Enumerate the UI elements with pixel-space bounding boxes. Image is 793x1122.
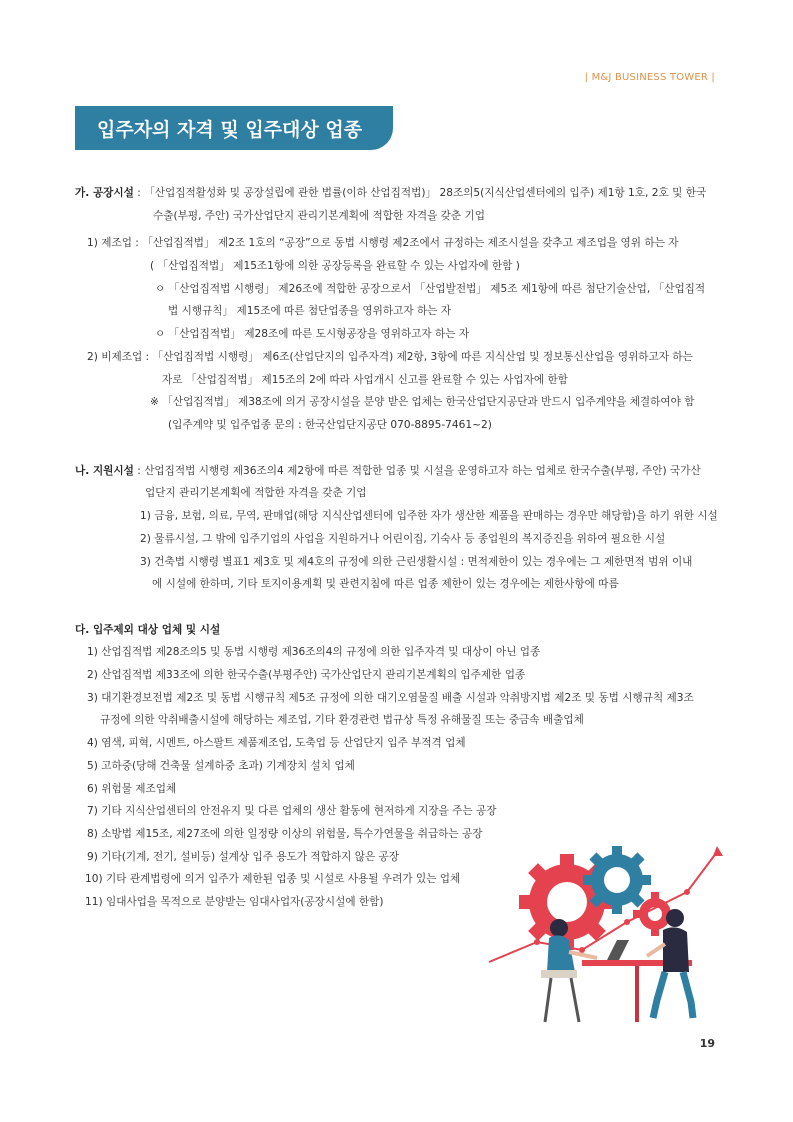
blue-gear-icon <box>583 846 651 914</box>
section-a-line: 법 시행규칙」 제15조에 따른 첨단업종을 영위하고자 하는 자 <box>168 305 452 317</box>
section-a-label: 가. 공장시설 <box>75 187 134 199</box>
section-c-line: 11) 임대사업을 목적으로 분양받는 임대사업자(공장시설에 한함) <box>85 896 384 908</box>
section-a-line: (입주계약 및 입주업종 문의 : 한국산업단지공단 070-8895-7461~2) <box>168 419 492 431</box>
section-b-line: 업단지 관리기본계획에 적합한 자격을 갖춘 기업 <box>145 487 367 499</box>
section-b-line: 2) 물류시설, 그 밖에 입주기업의 사업을 지원하거나 어린이집, 기숙사 등 종업원의 복지증진을 위하여 필요한 시설 <box>140 533 666 545</box>
section-c-line: 2) 산업집적법 제33조에 의한 한국수출(부평주안) 국가산업단지 관리기본계획의 입주제한 업종 <box>87 669 526 681</box>
section-a-line: 자로 「산업집적법」 제15조의 2에 따라 사업개시 신고를 완료할 수 있는 사업자에 한함 <box>162 374 568 386</box>
section-b-label: 나. 지원시설 <box>75 465 134 477</box>
section-c-line: 1) 산업집적법 제28조의5 및 동법 시행령 제36조의4의 규정에 의한 입주자격 및 대상이 아닌 업종 <box>87 646 541 658</box>
section-a-line: ㅇ 「산업집적법」 제28조에 따른 도시형공장을 영위하고자 하는 자 <box>155 328 470 340</box>
business-illustration <box>487 832 727 1032</box>
section-a-line: ※ 「산업집적법」 제38조에 의거 공장시설을 분양 받은 업체는 한국산업단지공단과 반드시 입주계약을 체결하여야 함 <box>150 396 695 408</box>
section-a-line: 1) 제조업 : 「산업집적법」 제2조 1호의 “공장”으로 동법 시행령 제2조에서 규정하는 제조시설을 갖추고 제조업을 영위 하는 자 <box>87 237 679 249</box>
title-banner <box>75 106 393 150</box>
header-tag: | M&J BUSINESS TOWER | <box>584 72 715 83</box>
page-title: 입주자의 자격 및 입주대상 업종 <box>97 119 363 141</box>
section-c-line: 8) 소방법 제15조, 제27조에 의한 일정량 이상의 위험물, 특수가연물을 취급하는 공장 <box>87 828 483 840</box>
section-c-label: 다. 입주제외 대상 업체 및 시설 <box>75 624 221 636</box>
section-b-line: 에 시설에 한하며, 기타 토지이용계획 및 관련지침에 따른 업종 제한이 있는 경우에는 제한사항에 따름 <box>152 578 619 590</box>
section-c-line: 9) 기타(기계, 전기, 설비등) 설계상 입주 용도가 적합하지 않은 공장 <box>87 851 400 863</box>
section-c-line: 규정에 의한 악취배출시설에 해당하는 제조업, 기타 환경관련 법규상 특정 유해물질 또는 중금속 배출업체 <box>100 714 584 726</box>
section-c-line: 5) 고하중(당해 건축물 설계하중 초과) 기계장치 설치 업체 <box>87 760 355 772</box>
section-a-line: : 「산업집적활성화 및 공장설립에 관한 법률(이하 산업집적법)」 28조의5(지식산업센터에의 입주) 제1항 1호, 2호 및 한국 <box>137 187 707 199</box>
section-c-line: 6) 위험물 제조업체 <box>87 783 177 795</box>
section-c-line: 10) 기타 관계법령에 의거 입주가 제한된 업종 및 시설로 사용될 우려가 있는 업체 <box>85 873 461 885</box>
section-a-line: 2) 비제조업 : 「산업집적법 시행령」 제6조(산업단지의 입주자격) 제2항, 3항에 따른 지식산업 및 정보통신산업을 영위하고자 하는 <box>87 351 693 363</box>
section-c-line: 3) 대기환경보전법 제2조 및 동법 시행규칙 제5조 규정에 의한 대기오염물질 배출 시설과 악취방지법 제2조 및 동법 시행규칙 제3조 <box>87 692 694 704</box>
page-number: 19 <box>699 1037 715 1050</box>
section-a-line: ㅇ 「산업집적법 시행령」 제26조에 적합한 공장으로서 「산업발전법」 제5조 제1항에 따른 첨단기술산업, 「산업집적 <box>155 283 706 295</box>
section-b-line: 3) 건축법 시행령 별표1 제3호 및 제4호의 규정에 의한 근린생활시설 : 면적제한이 있는 경우에는 그 제한면적 범위 이내 <box>140 556 693 568</box>
section-c-line: 4) 염색, 피혁, 시멘트, 아스팔트 제품제조업, 도축업 등 산업단지 입주 부적격 업체 <box>87 737 466 749</box>
section-c-line: 7) 기타 지식산업센터의 안전유지 및 다른 업체의 생산 활동에 현저하게 지장을 주는 공장 <box>87 805 497 817</box>
section-a-line: 수출(부평, 주안) 국가산업단지 관리기본계획에 적합한 자격을 갖춘 기업 <box>153 210 485 222</box>
section-a-line: ( 「산업집적법」 제15조1항에 의한 공장등록을 완료할 수 있는 사업자에 한함 ) <box>150 260 520 272</box>
section-b-line: 1) 금융, 보험, 의료, 무역, 판매업(해당 지식산업센터에 입주한 자가 생산한 제품을 판매하는 경우만 해당함)을 하기 위한 시설 <box>140 510 718 522</box>
section-b-line: : 산업집적법 시행령 제36조의4 제2항에 따른 적합한 업종 및 시설을 운영하고자 하는 업체로 한국수출(부평, 주안) 국가산 <box>137 465 701 477</box>
